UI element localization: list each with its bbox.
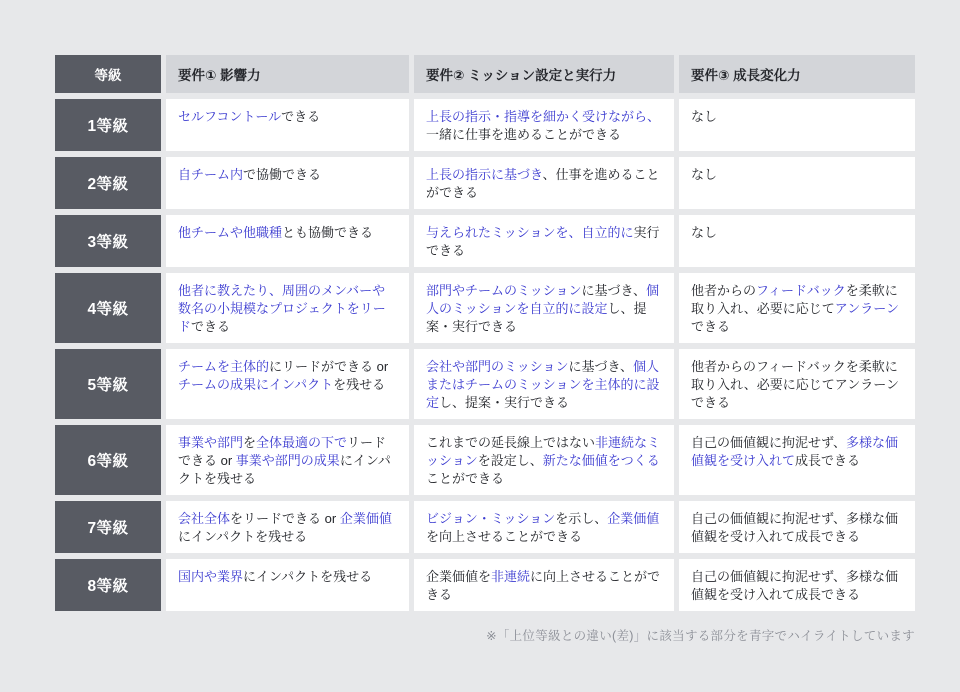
plain-text: 企業価値を xyxy=(426,569,492,584)
plain-text: を柔軟に取り入れ、必要に応じて xyxy=(691,283,898,316)
mission-cell-5 xyxy=(414,349,674,419)
highlighted-text: 部門やチームのミッション xyxy=(426,283,582,298)
highlighted-text: 新たな価値をつくる xyxy=(542,453,660,468)
plain-text: なし xyxy=(691,167,718,182)
highlighted-text: 他者に教えたり、周囲のメンバーや数名の小規模なプロジェクトをリード xyxy=(178,283,386,334)
plain-text: 実行できる xyxy=(426,225,660,258)
highlighted-text: 自チーム内 xyxy=(178,167,244,182)
highlighted-text: 非連続なミッション xyxy=(426,435,661,468)
growth-cell-5 xyxy=(679,349,915,419)
plain-text: これまでの延長線上ではない xyxy=(426,435,596,450)
plain-text: し、提案・実行できる xyxy=(439,395,570,410)
column-header-influence: 要件① 影響力 xyxy=(166,55,409,93)
influence-cell-7 xyxy=(166,501,409,553)
grade-requirements-table xyxy=(55,55,915,611)
highlighted-text: 個人またはチームのミッションを主体的に設定 xyxy=(426,359,660,410)
level-cell-2: 2等級 xyxy=(55,157,161,209)
plain-text: 、仕事を進めることができる xyxy=(426,167,660,200)
level-cell-4: 4等級 xyxy=(55,273,161,343)
plain-text: を向上させることができる xyxy=(426,529,583,544)
growth-cell-2 xyxy=(679,157,915,209)
mission-cell-3 xyxy=(414,215,674,267)
plain-text: なし xyxy=(691,109,718,124)
highlighted-text: 事業や部門の成果 xyxy=(235,453,340,468)
footnote: ※「上位等級との違い(差)」に該当する部分を青字でハイライトしています xyxy=(486,629,915,643)
level-cell-8: 8等級 xyxy=(55,559,161,611)
plain-text: 自己の価値観に拘泥せず、多様な価値観を受け入れて成長できる xyxy=(691,569,898,602)
plain-text: に基づき、 xyxy=(568,359,633,374)
plain-text: リードできる or xyxy=(178,435,387,468)
plain-text: とも協働できる xyxy=(282,225,374,240)
plain-text: し、提案・実行できる xyxy=(426,301,647,334)
plain-text: なし xyxy=(691,225,718,240)
plain-text: にインパクトを残せる xyxy=(178,529,308,544)
highlighted-text: チームを主体的 xyxy=(178,359,270,374)
highlighted-text: 与えられたミッションを、自立的に xyxy=(426,225,634,240)
plain-text: を設定し、 xyxy=(477,453,543,468)
mission-cell-4 xyxy=(414,273,674,343)
highlighted-text: チームの成果にインパクト xyxy=(178,377,334,392)
highlighted-text: 企業価値 xyxy=(339,511,392,526)
level-cell-1: 1等級 xyxy=(55,99,161,151)
highlighted-text: 上長の指示・指導を細かく受けながら、 xyxy=(426,109,661,124)
highlighted-text: 事業や部門 xyxy=(178,435,244,450)
plain-text: を示し、 xyxy=(555,511,608,526)
plain-text: 他者からのフィードバックを柔軟に取り入れ、必要に応じてアンラーンできる xyxy=(691,359,900,410)
highlighted-text: 全体最適の下で xyxy=(256,435,348,450)
influence-cell-1 xyxy=(166,99,409,151)
plain-text: 成長できる xyxy=(795,453,861,468)
mission-cell-6 xyxy=(414,425,674,495)
highlighted-text: 企業価値 xyxy=(607,511,660,526)
plain-text: できる xyxy=(281,109,321,124)
plain-text: を残せる xyxy=(333,377,386,392)
growth-cell-7 xyxy=(679,501,915,553)
highlighted-text: アンラーン xyxy=(834,301,900,316)
plain-text: を xyxy=(243,435,257,450)
column-header-mission: 要件② ミッション設定と実行力 xyxy=(414,55,674,93)
highlighted-text: 会社全体 xyxy=(178,511,231,526)
level-cell-7: 7等級 xyxy=(55,501,161,553)
mission-cell-2 xyxy=(414,157,674,209)
plain-text: 一緒に仕事を進めることができる xyxy=(426,127,622,142)
highlighted-text: ビジョン・ミッション xyxy=(426,511,556,526)
level-cell-6: 6等級 xyxy=(55,425,161,495)
highlighted-text: フィードバック xyxy=(756,283,846,298)
highlighted-text: 個人のミッションを自立的に設定 xyxy=(426,283,659,316)
growth-cell-3 xyxy=(679,215,915,267)
mission-cell-1 xyxy=(414,99,674,151)
plain-text: 自己の価値観に拘泥せず、多様な価値観を受け入れて成長できる xyxy=(691,511,898,544)
plain-text: で協働できる xyxy=(243,167,322,182)
plain-text: にインパクトを残せる xyxy=(178,453,391,486)
highlighted-text: セルフコントール xyxy=(178,109,282,124)
growth-cell-8 xyxy=(679,559,915,611)
highlighted-text: 他チームや他職種 xyxy=(178,225,283,240)
mission-cell-7 xyxy=(414,501,674,553)
growth-cell-1 xyxy=(679,99,915,151)
mission-cell-8 xyxy=(414,559,674,611)
growth-cell-6 xyxy=(679,425,915,495)
plain-text: にインパクトを残せる xyxy=(243,569,373,584)
plain-text: に基づき、 xyxy=(581,283,646,298)
growth-cell-4 xyxy=(679,273,915,343)
level-cell-5: 5等級 xyxy=(55,349,161,419)
plain-text: 他者からの xyxy=(691,283,757,298)
highlighted-text: 多様な価値観を受け入れて xyxy=(691,435,898,468)
plain-text: 自己の価値観に拘泥せず、 xyxy=(691,435,846,450)
plain-text: できる xyxy=(191,319,231,334)
influence-cell-6 xyxy=(166,425,409,495)
column-header-growth: 要件③ 成長変化力 xyxy=(679,55,915,93)
plain-text: できる xyxy=(691,319,731,334)
highlighted-text: 上長の指示に基づき xyxy=(426,167,543,182)
influence-cell-3 xyxy=(166,215,409,267)
column-header-level: 等級 xyxy=(55,55,161,93)
plain-text: にリードができる or xyxy=(269,359,389,374)
highlighted-text: 会社や部門のミッション xyxy=(426,359,569,374)
level-cell-3: 3等級 xyxy=(55,215,161,267)
plain-text: ことができる xyxy=(426,471,505,486)
highlighted-text: 国内や業界 xyxy=(178,569,244,584)
influence-cell-5 xyxy=(166,349,409,419)
influence-cell-4 xyxy=(166,273,409,343)
highlighted-text: 非連続 xyxy=(491,569,531,584)
plain-text: に向上させることができる xyxy=(426,569,661,602)
influence-cell-8 xyxy=(166,559,409,611)
plain-text: をリードできる or xyxy=(230,511,340,526)
influence-cell-2 xyxy=(166,157,409,209)
